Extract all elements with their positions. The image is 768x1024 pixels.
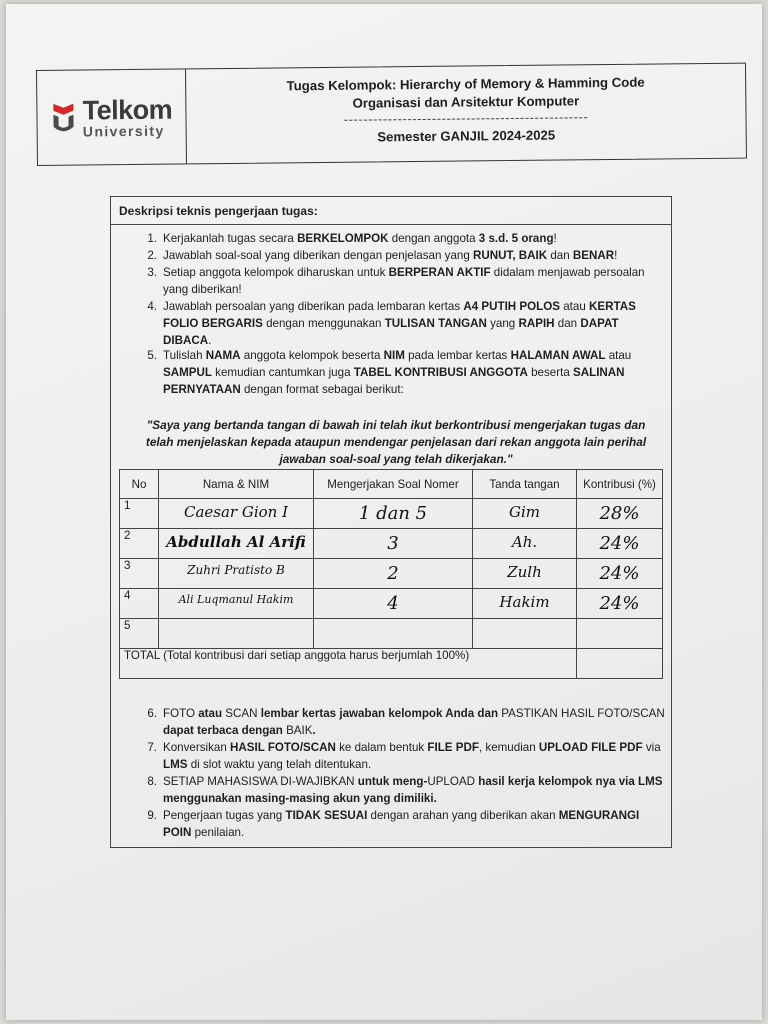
- table-row: [120, 529, 663, 559]
- document-page: [6, 4, 762, 1020]
- instruction-text: Pengerjaan tugas yang TIDAK SESUAI dengan arahan yang diberikan akan MENGURANGI POIN penilaian.: [163, 809, 640, 839]
- total-label: TOTAL (Total kontribusi dari setiap anggota harus berjumlah 100%): [120, 649, 577, 679]
- table-row: [120, 559, 663, 589]
- cell-question: [314, 619, 473, 649]
- col-header-contribution: Kontribusi (%): [577, 470, 663, 499]
- instruction-text: FOTO atau SCAN lembar kertas jawaban kelompok Anda dan PASTIKAN HASIL FOTO/SCAN dapat terbaca dengan BAIK.: [163, 707, 665, 737]
- telkom-logo-icon: [51, 100, 77, 136]
- instruction-number: 2.: [147, 249, 157, 262]
- col-header-name: Nama & NIM: [159, 470, 314, 499]
- instruction-number: 5.: [147, 349, 157, 362]
- instruction-text: Setiap anggota kelompok diharuskan untuk BERPERAN AKTIF didalam menjawab persoalan yang diberikan!: [163, 266, 645, 296]
- cell-signature: [473, 619, 577, 649]
- cell-no: 1: [120, 499, 159, 529]
- cell-contribution: 28%: [599, 503, 640, 524]
- instruction-text: Jawablah soal-soal yang diberikan dengan penjelasan yang RUNUT, BAIK dan BENAR!: [163, 249, 618, 262]
- cell-no: 5: [120, 619, 159, 649]
- cell-signature: Ah.: [511, 533, 538, 551]
- instruction-number: 4.: [147, 300, 157, 313]
- title-divider: --------------------------------------------------: [343, 109, 589, 127]
- university-logo: [37, 69, 187, 165]
- total-value: [577, 649, 663, 679]
- cell-question: 2: [387, 563, 399, 584]
- logo-wordmark: Telkom: [82, 94, 173, 126]
- col-header-no: No: [120, 470, 159, 499]
- document-title: [186, 64, 746, 164]
- instruction-number: 6.: [147, 707, 157, 720]
- instruction-number: 8.: [147, 775, 157, 788]
- title-line-3: Semester GANJIL 2024-2025: [377, 127, 556, 145]
- instruction-text: Jawablah persoalan yang diberikan pada lembaran kertas A4 PUTIH POLOS atau KERTAS FOLIO BERGARIS dengan menggunakan TULISAN TANGAN yang RAPIH dan DAPAT DIBACA.: [163, 300, 636, 347]
- contribution-table: [119, 469, 663, 679]
- instruction-number: 1.: [147, 232, 157, 245]
- instruction-text: SETIAP MAHASISWA DI-WAJIBKAN untuk meng-UPLOAD hasil kerja kelompok nya via LMS menggunakan masing-masing akun yang dimiliki.: [163, 775, 663, 805]
- table-row: [120, 589, 663, 619]
- cell-name: Ali Luqmanul Hakim: [178, 593, 294, 606]
- cell-name: Zuhri Pratisto B: [187, 563, 285, 577]
- title-line-2: Organisasi dan Arsitektur Komputer: [352, 93, 580, 111]
- cell-signature: Gim: [508, 503, 540, 521]
- instruction-text: Tulislah NAMA anggota kelompok beserta NIM pada lembar kertas HALAMAN AWAL atau SAMPUL kemudian cantumkan juga TABEL KONTRIBUSI ANGGOTA beserta SALINAN PERNYATAAN dengan format sebagai berikut:: [163, 349, 632, 396]
- instructions-heading: Deskripsi teknis pengerjaan tugas:: [111, 197, 671, 225]
- cell-question: 4: [387, 593, 399, 614]
- cell-contribution: 24%: [599, 563, 640, 584]
- cell-question: 3: [387, 533, 399, 554]
- cell-contribution: [577, 619, 663, 649]
- table-row: [120, 619, 663, 649]
- cell-signature: Zulh: [507, 563, 542, 581]
- col-header-question: Mengerjakan Soal Nomer: [314, 470, 473, 499]
- instruction-text: Konversikan HASIL FOTO/SCAN ke dalam bentuk FILE PDF, kemudian UPLOAD FILE PDF via LMS di slot waktu yang telah ditentukan.: [163, 741, 661, 771]
- instructions-box: [110, 196, 672, 848]
- instruction-number: 3.: [147, 266, 157, 279]
- cell-question: 1 dan 5: [358, 503, 428, 524]
- cell-no: 3: [120, 559, 159, 589]
- table-row: [120, 499, 663, 529]
- cell-signature: Hakim: [499, 593, 550, 611]
- cell-no: 2: [120, 529, 159, 559]
- header-box: [36, 63, 747, 166]
- statement-quote: "Saya yang bertanda tangan di bawah ini telah ikut berkontribusi mengerjakan tugas dan telah menjelaskan kepada ataupun mendengar penjelasan dari rekan anggota lain perihal jawaban soal-soal yang telah dikerjakan.": [145, 418, 647, 466]
- cell-contribution: 24%: [599, 533, 640, 554]
- instruction-number: 7.: [147, 741, 157, 754]
- instruction-text: Kerjakanlah tugas secara BERKELOMPOK dengan anggota 3 s.d. 5 orang!: [163, 232, 557, 245]
- cell-name: Caesar Gion I: [183, 503, 289, 521]
- table-header-row: [120, 470, 663, 499]
- cell-name: Abdullah Al Arifi: [166, 533, 306, 551]
- title-line-1: Tugas Kelompok: Hierarchy of Memory & Hamming Code: [286, 74, 645, 94]
- col-header-signature: Tanda tangan: [473, 470, 577, 499]
- cell-name: [159, 619, 314, 649]
- table-total-row: [120, 649, 663, 679]
- cell-contribution: 24%: [599, 593, 640, 614]
- logo-subtitle: University: [82, 122, 165, 140]
- cell-no: 4: [120, 589, 159, 619]
- instruction-number: 9.: [147, 809, 157, 822]
